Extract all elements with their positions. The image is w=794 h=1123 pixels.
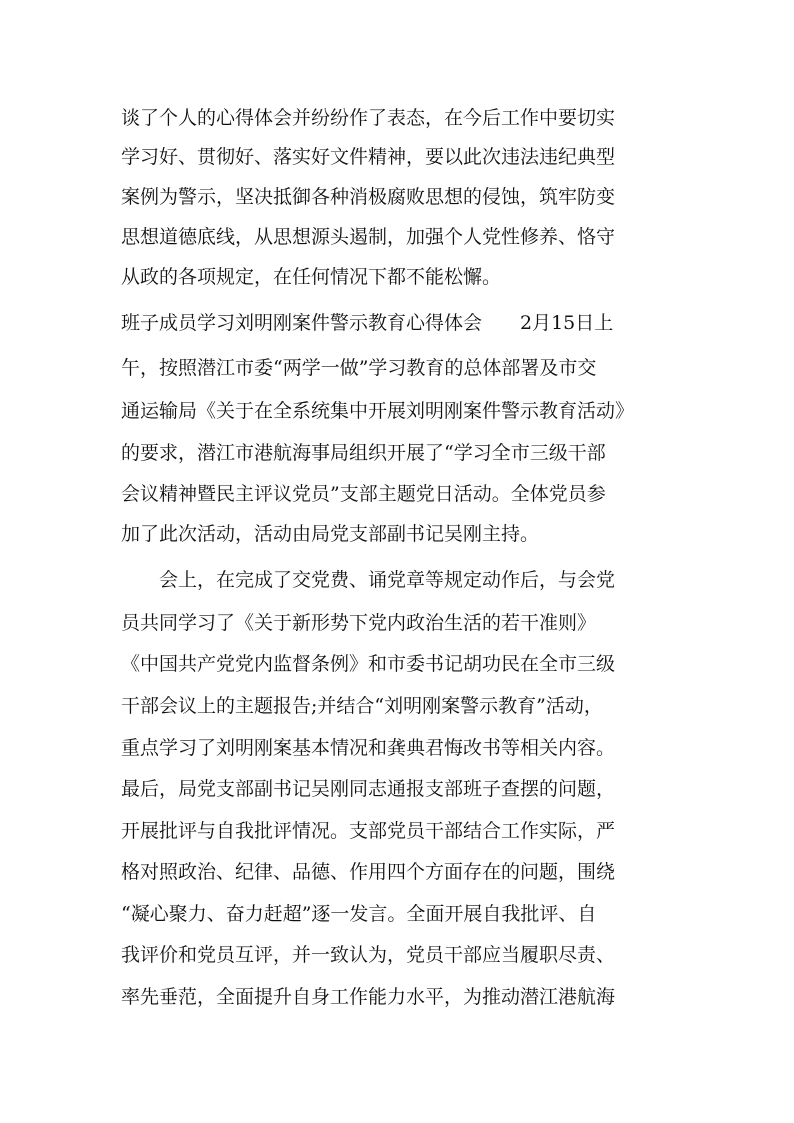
text-line: 员共同学习了《关于新形势下党内政治生活的若干准则》 bbox=[121, 612, 597, 634]
text-line: 干部会议上的主题报告;并结合“刘明刚案警示教育”活动， bbox=[121, 695, 603, 717]
text-line: 午，按照潜江市委“两学一做”学习教育的总体部署及市交 bbox=[121, 357, 597, 379]
text-line: 开展批评与自我批评情况。支部党员干部结合工作实际，严 bbox=[121, 820, 616, 842]
text-line: 《中国共产党党内监督条例》和市委书记胡功民在全市三级 bbox=[121, 653, 616, 675]
text-line: 重点学习了刘明刚案基本情况和龚典君悔改书等相关内容。 bbox=[121, 737, 616, 759]
text-line: 的要求，潜江市港航海事局组织开展了“学习全市三级干部 bbox=[121, 442, 606, 464]
text-line: 学习好、贯彻好、落实好文件精神，要以此次违法违纪典型 bbox=[121, 146, 616, 168]
text-line: 我评价和党员互评，并一致认为，党员干部应当履职尽责、 bbox=[121, 944, 616, 966]
paragraph-start-line: 会上，在完成了交党费、诵党章等规定动作后，与会党 bbox=[121, 569, 616, 591]
section-title-line: 班子成员学习刘明刚案件警示教育心得体会 2月15日上 bbox=[121, 312, 614, 334]
text-line: 通运输局《关于在全系统集中开展刘明刚案件警示教育活动》 bbox=[121, 400, 635, 422]
text-line: “凝心聚力、奋力赶超”逐一发言。全面开展自我批评、自 bbox=[121, 903, 597, 925]
text-line: 谈了个人的心得体会并纷纷作了表态，在今后工作中要切实 bbox=[121, 107, 616, 129]
text-line: 加了此次活动，活动由局党支部副书记吴刚主持。 bbox=[121, 523, 540, 545]
text-line: 格对照政治、纪律、品德、作用四个方面存在的问题，围绕 bbox=[121, 861, 616, 883]
text-line: 从政的各项规定，在任何情况下都不能松懈。 bbox=[121, 266, 502, 288]
text-line: 最后，局党支部副书记吴刚同志通报支部班子查摆的问题， bbox=[121, 778, 616, 800]
text-line: 思想道德底线，从思想源头遏制，加强个人党性修养、恪守 bbox=[121, 226, 616, 248]
text-line: 案例为警示，坚决抵御各种消极腐败思想的侵蚀，筑牢防变 bbox=[121, 186, 616, 208]
text-line: 率先垂范，全面提升自身工作能力水平，为推动潜江港航海 bbox=[121, 986, 616, 1008]
text-line: 会议精神暨民主评议党员”支部主题党日活动。全体党员参 bbox=[121, 483, 606, 505]
